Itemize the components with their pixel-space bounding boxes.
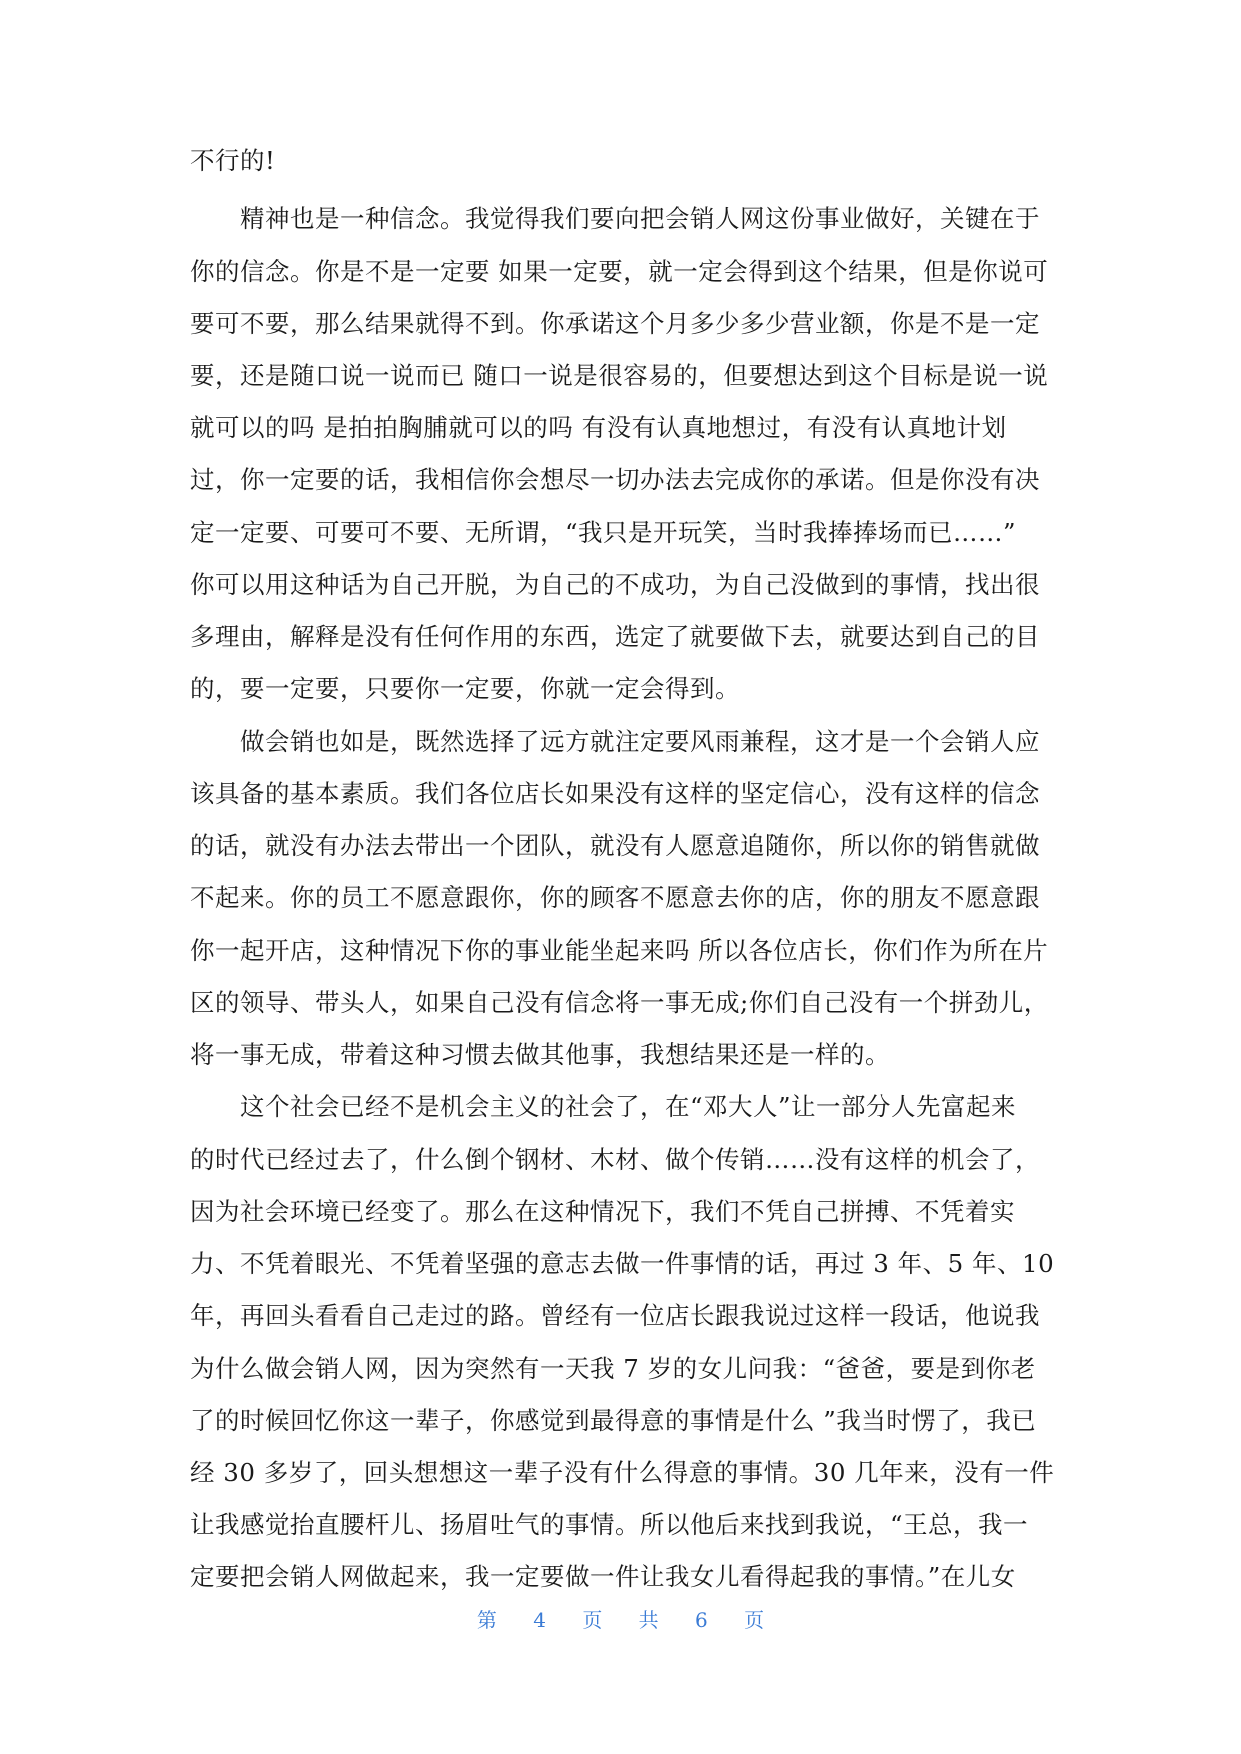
- text-line: 定要把会销人网做起来，我一定要做一件让我女儿看得起我的事情。”在儿女: [190, 1562, 1016, 1591]
- text-line: 要可不要，那么结果就得不到。你承诺这个月多少多少营业额，你是不是一定: [190, 309, 1040, 338]
- text-line: 定一定要、可要可不要、无所谓，“我只是开玩笑，当时我捧捧场而已……”: [190, 518, 1017, 547]
- text-line: 区的领导、带头人，如果自己没有信念将一事无成;你们自己没有一个拼劲儿，: [190, 988, 1049, 1017]
- text-line: 多理由，解释是没有任何作用的东西，选定了就要做下去，就要达到自己的目: [190, 622, 1040, 651]
- text-line: 你可以用这种话为自己开脱，为自己的不成功，为自己没做到的事情，找出很: [190, 570, 1040, 599]
- text-line: 这个社会已经不是机会主义的社会了，在“邓大人”让一部分人先富起来: [190, 1092, 1017, 1121]
- text-line: 不起来。你的员工不愿意跟你，你的顾客不愿意去你的店，你的朋友不愿意跟: [190, 883, 1040, 912]
- text-line: 做会销也如是，既然选择了远方就注定要风雨兼程，这才是一个会销人应: [190, 727, 1040, 756]
- text-line: 不行的!: [190, 146, 276, 175]
- text-line: 你一起开店，这种情况下你的事业能坐起来吗 所以各位店长，你们作为所在片: [190, 936, 1049, 965]
- text-line: 的话，就没有办法去带出一个团队，就没有人愿意追随你，所以你的销售就做: [190, 831, 1040, 860]
- text-line: 了的时候回忆你这一辈子，你感觉到最得意的事情是什么 ”我当时愣了，我已: [190, 1406, 1037, 1435]
- text-line: 要，还是随口说一说而已 随口一说是很容易的，但要想达到这个目标是说一说: [190, 361, 1049, 390]
- text-line: 该具备的基本素质。我们各位店长如果没有这样的坚定信心，没有这样的信念: [190, 779, 1040, 808]
- footer-ye: 页: [582, 1608, 603, 1632]
- footer-total-pages: 6: [695, 1608, 708, 1632]
- text-line: 就可以的吗 是拍拍胸脯就可以的吗 有没有认真地想过，有没有认真地计划: [190, 413, 1007, 442]
- footer-ye2: 页: [744, 1608, 765, 1632]
- text-line: 为什么做会销人网，因为突然有一天我 7 岁的女儿问我：“爸爸，要是到你老: [190, 1354, 1036, 1383]
- text-line: 你的信念。你是不是一定要 如果一定要，就一定会得到这个结果，但是你说可: [190, 257, 1049, 286]
- text-line: 的时代已经过去了，什么倒个钢材、木材、做个传销……没有这样的机会了，: [190, 1145, 1040, 1174]
- text-line: 年，再回头看看自己走过的路。曾经有一位店长跟我说过这样一段话，他说我: [190, 1301, 1040, 1330]
- page-footer: [0, 1604, 1241, 1633]
- text-line: 力、不凭着眼光、不凭着坚强的意志去做一件事情的话，再过 3 年、5 年、10: [190, 1249, 1055, 1278]
- text-line: 过，你一定要的话，我相信你会想尽一切办法去完成你的承诺。但是你没有决: [190, 465, 1040, 494]
- text-line: 的，要一定要，只要你一定要，你就一定会得到。: [190, 674, 740, 703]
- footer-page-number: 4: [533, 1608, 546, 1632]
- text-line: 精神也是一种信念。我觉得我们要向把会销人网这份事业做好，关键在于: [190, 204, 1040, 233]
- footer-gong: 共: [638, 1608, 659, 1632]
- text-line: 因为社会环境已经变了。那么在这种情况下，我们不凭自己拼搏、不凭着实: [190, 1197, 1015, 1226]
- text-line: 经 30 多岁了，回头想想这一辈子没有什么得意的事情。30 几年来，没有一件: [190, 1458, 1055, 1487]
- text-line: 让我感觉抬直腰杆儿、扬眉吐气的事情。所以他后来找到我说，“王总，我一: [190, 1510, 1029, 1539]
- footer-di: 第: [476, 1608, 497, 1632]
- text-line: 将一事无成，带着这种习惯去做其他事，我想结果还是一样的。: [190, 1040, 890, 1069]
